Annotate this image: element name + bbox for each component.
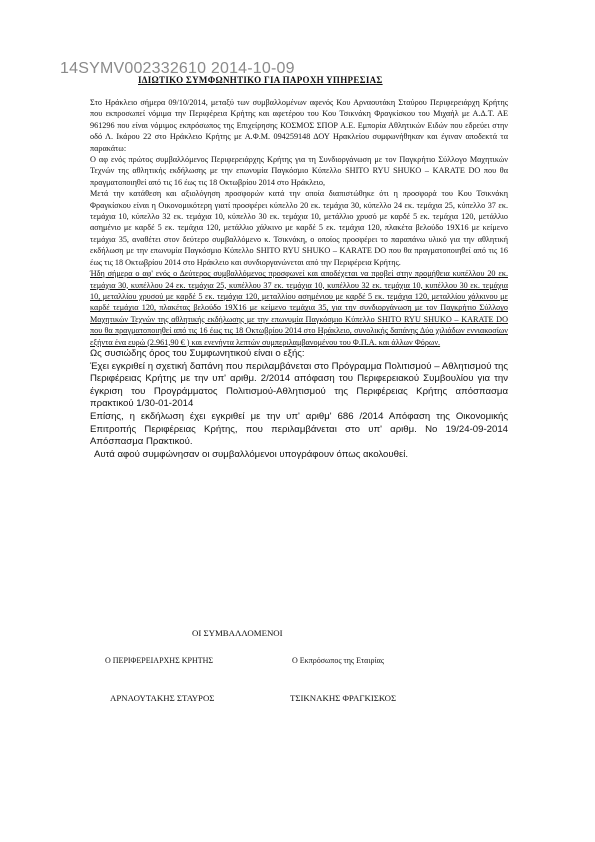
left-signatory-name: ΑΡΝΑΟΥΤΑΚΗΣ ΣΤΑΥΡΟΣ bbox=[110, 693, 215, 703]
paragraph-committee-approval: Επίσης, η εκδήλωση έχει εγκριθεί με την υπ' αριθμ' 686 /2014 Απόφαση της Οικονομικής Επιτροπής Περιφέρειας Κρήτης, που περιλαμβάνεται στο υπ' αριθμ. Νο 19/24-09-2014 Απόσπασμα Πρακτικού. bbox=[90, 410, 508, 448]
paragraph-parties: Στο Ηράκλειο σήμερα 09/10/2014, μεταξύ των συμβαλλομένων αφενός Κου Αρναουτάκη Σταύρου Περιφερειάρχη Κρήτης που εκπροσωπεί νόμιμα την Περιφέρεια Κρήτης και αφετέρου του Κου Τσικνάκη Φραγκίσκου του Μιχαήλ με Α.Δ.Τ. ΑΕ 961296 που είναι νόμιμος εκπρόσωπος της Επιχείρησης ΚΟΣΜΟΣ ΣΠΟΡ Α.Ε. Εμπορία Αθλητικών Ειδών που εδρεύει στην οδό Λ. Ικάρου 22 στο Ηράκλειο Κρήτης με Α.Φ.Μ. 094259148 ΔΟΥ Ηρακλείου συμφωνήθηκαν και έγιναν αποδεκτά τα παρακάτω: bbox=[90, 98, 508, 153]
paragraph-acceptance: Ήδη σήμερα ο αφ' ενός ο Δεύτερος συμβαλλόμενος προσφωνεί και αποδέχεται να προβεί στην προμήθεια κυπέλλου 20 εκ. τεμάχια 30, κυπέλλου 24 εκ. τεμάχια 25, κυπέλλου 37 εκ. τεμάχια 10, κυπέλλου 32 εκ. τεμάχια 10, κυπέλλου 30 εκ. τεμάχια 10, μεταλλίου χρυσού με καρδέ 5 εκ. τεμάχια 120, μεταλλίου ασημένιου με καρδέ 5 εκ. τεμάχια 120, μεταλλίου χάλκινου με καρδέ τεμάχια 120, πλακέτας βελούδο 19Χ16 με κείμενο τεμάχια 35, για την συνδιοργάνωση με τον Παγκρήτιο Σύλλογο Μαχητικών Τεχνών της αθλητικής εκδήλωσης με την επωνυμία Παγκόσμιο Κύπελλο SHITO RYU SHUKO – KARATE DO που θα πραγματοποιηθεί από τις 16 έως τις 18 Οκτωβρίου 2014 στο Ηράκλειο, συνολικής δαπάνης Δύο χιλιάδων εννιακοσίων εξήντα ένα ευρώ (2.961,90 € ) και ενενήντα λεπτών συμπεριλαμβανομένου του Φ.Π.Α. και άλλων Φόρων. bbox=[90, 269, 508, 347]
document-body bbox=[90, 97, 508, 461]
signatories-heading: ΟΙ ΣΥΜΒΑΛΛΟΜΕΝΟΙ bbox=[192, 628, 283, 638]
document-title: ΙΔΙΩΤΙΚΟ ΣΥΜΦΩΝΗΤΙΚΟ ΓΙΑ ΠΑΡΟΧΗ ΥΠΗΡΕΣΙΑΣ bbox=[138, 75, 383, 85]
paragraph-approval: Έχει εγκριθεί η σχετική δαπάνη που περιλαμβάνεται στο Πρόγραμμα Πολιτισμού – Αθλητισμού της Περιφέρειας Κρήτης με την υπ' αριθμ. 2/2014 απόφαση του Περιφερειακού Συμβουλίου για την έγκριση του Προγράμματος Πολιτισμού-Αθλητισμού της Περιφέρειας Κρήτης απόσπασμα πρακτικού 1/30-01-2014 bbox=[90, 360, 508, 410]
paragraph-first-party: Ο αφ ενός πρώτος συμβαλλόμενος Περιφερειάρχης Κρήτης για τη Συνδιοργάνωση με τον Παγκρήτιο Σύλλογο Μαχητικών Τεχνών της αθλητικής εκδήλωσης με την επωνυμία Παγκόσμιο Κύπελλο SHITO RYU SHUKO – KARATE DO που θα πραγματοποιηθεί από τις 16 έως τις 18 Οκτωβρίου 2014 στο Ηράκλειο, bbox=[90, 155, 508, 187]
paragraph-closing: Αυτά αφού συμφώνησαν οι συμβαλλόμενοι υπογράφουν όπως ακολουθεί. bbox=[94, 448, 409, 460]
paragraph-essential-term: Ως συσιώδης όρος του Συμφωνητικού είναι ο εξής: bbox=[90, 347, 305, 359]
paragraph-offer-evaluation: Μετά την κατάθεση και αξιολόγηση προσφορών κατά την οποία διαπιστώθηκε ότι η προσφορά του Κου Τσικνάκη Φραγκίσκου είναι η Οικονομικότερη γιατί προσφέρει κύπελλο 20 εκ. τεμάχια 30, κύπελλο 24 εκ. τεμάχια 25, κύπελλο 37 εκ. τεμάχια 10, κύπελλο 32 εκ. τεμάχια 10, κύπελλο 30 εκ. τεμάχια 10, μετάλλιο χρυσό με καρδέ 5 εκ. τεμάχια 120, μετάλλιο ασημένιο με καρδέ 5 εκ. τεμάχια 120, μετάλλιο χάλκινο με καρδέ 5 εκ. τεμάχια 120, πλακέτα βελούδο 19Χ16 με κείμενο τεμάχια 35, αναθέτει στον δεύτερο συμβαλλόμενο κ. Τσικνάκη, ο οποίος προσφέρει το παραπάνω υλικό για την αθλητική εκδήλωση με την επωνυμία Παγκόσμιο Κύπελλο SHITO RYU SHUKO – KARATE DO που θα πραγματοποιηθεί από τις 16 έως τις 18 Οκτωβρίου 2014 στο Ηράκλειο και συνδιοργανώνεται από την Περιφέρεια Κρήτης. bbox=[90, 189, 508, 267]
right-signatory-name: ΤΣΙΚΝΑΚΗΣ ΦΡΑΓΚΙΣΚΟΣ bbox=[290, 693, 397, 703]
left-signatory-role: Ο ΠΕΡΙΦΕΡΕΙΑΡΧΗΣ ΚΡΗΤΗΣ bbox=[105, 656, 214, 665]
document-id-stamp: 14SYMV002332610 2014-10-09 bbox=[60, 60, 295, 77]
right-signatory-role: Ο Εκπρόσωπος της Εταιρίας bbox=[292, 656, 385, 665]
